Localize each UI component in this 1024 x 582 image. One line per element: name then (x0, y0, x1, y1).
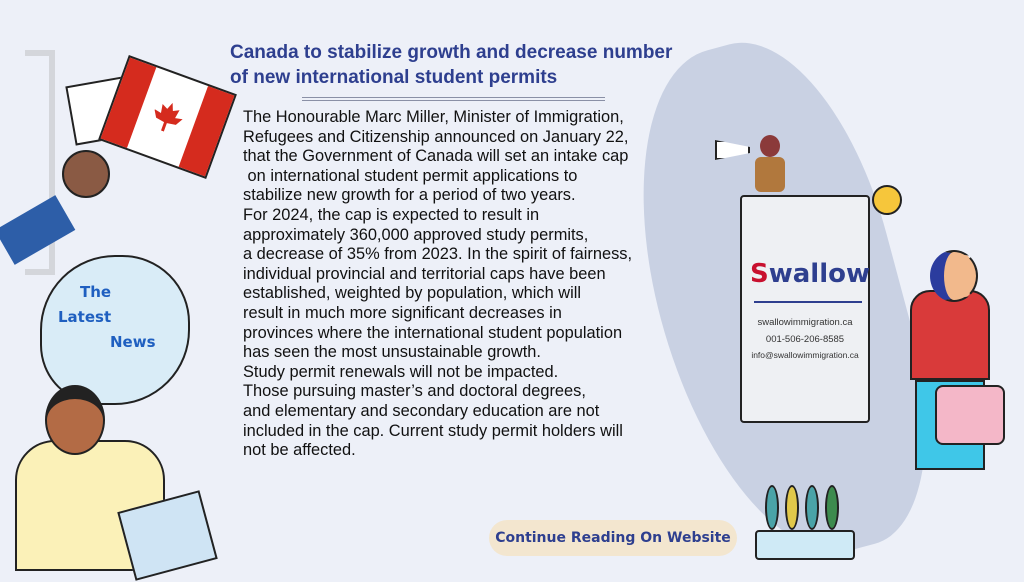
lightbulb-icon (872, 185, 902, 215)
bubble-text: Latest (58, 308, 112, 326)
article-body (243, 108, 632, 461)
body-line: individual provincial and territorial caps have been (243, 264, 606, 283)
girl-head (760, 135, 780, 157)
man-head-illustration (45, 385, 105, 455)
email-text: info@swallowimmigration.ca (751, 350, 859, 360)
body-line: The Honourable Marc Miller, Minister of Immigration, (243, 108, 624, 126)
body-line: a decrease of 35% from 2023. In the spirit of fairness, (243, 245, 633, 264)
body-line: approximately 360,000 approved study permits, (243, 225, 589, 244)
body-line: included in the cap. Current study permit holders will (243, 421, 623, 440)
headline (230, 40, 790, 90)
bubble-text: The (80, 283, 112, 301)
girl-body (755, 157, 785, 192)
body-line: Study permit renewals will not be impacted. (243, 362, 559, 381)
continue-reading-button[interactable]: Continue Reading On Website (489, 520, 737, 556)
body-line: provinces where the international student population (243, 323, 623, 342)
plant-illustration (755, 480, 855, 560)
body-line: has seen the most unsustainable growth. (243, 343, 541, 362)
headline-divider (302, 97, 605, 101)
body-line: Refugees and Citizenship announced on January 22, (243, 127, 629, 146)
logo-underline (754, 301, 862, 303)
body-line: established, weighted by population, which will (243, 284, 582, 303)
body-line: and elementary and secondary education are not (243, 401, 600, 420)
body-line: Those pursuing master’s and doctoral degrees, (243, 382, 586, 401)
maple-leaf-icon (148, 98, 186, 136)
body-line: not be affected. (243, 441, 356, 460)
headline-line: Canada to stabilize growth and decrease number (230, 42, 673, 63)
body-line: result in much more significant decreases in (243, 303, 562, 322)
bubble-text: News (110, 333, 156, 351)
website-text: swallowimmigration.ca (757, 317, 853, 328)
headline-line: of new international student permits (230, 67, 558, 88)
swallow-logo: Swallow (750, 259, 871, 289)
body-line: stabilize new growth for a period of two years. (243, 186, 576, 205)
brand-card (740, 195, 870, 423)
latest-news-bubble (40, 255, 190, 405)
body-line: that the Government of Canada will set an intake cap (243, 147, 629, 166)
canada-flag-illustration (98, 55, 237, 179)
body-line: on international student permit applications to (243, 166, 578, 185)
body-line: For 2024, the cap is expected to result in (243, 205, 540, 224)
microphone-icon (62, 150, 110, 198)
puzzle-piece-icon (935, 385, 1005, 445)
phone-text: 001-506-206-8585 (765, 334, 845, 345)
